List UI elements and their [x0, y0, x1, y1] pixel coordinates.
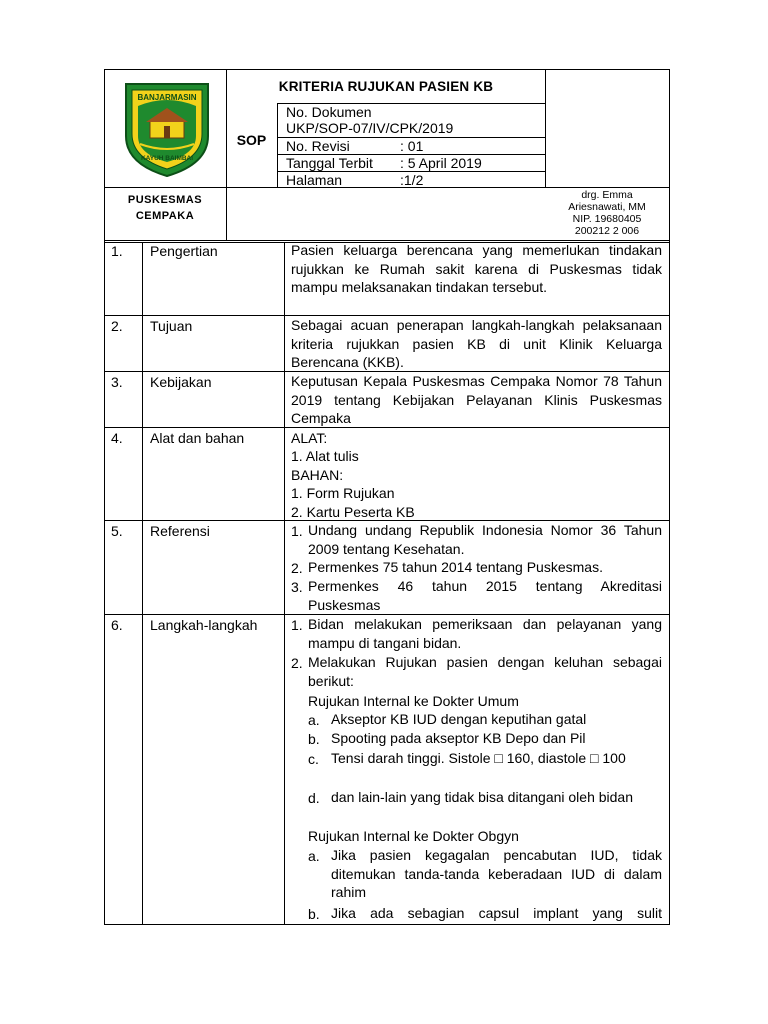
row-text: Pasien keluarga berencana yang memerlukan tindakan rujukkan ke Rumah sakit karena di Puskesmas tidak mampu melaksanakan tindakan tersebut.: [291, 242, 662, 295]
org-line2: CEMPAKA: [135, 210, 195, 222]
list-number: 1.: [291, 617, 303, 633]
list-item: Jika ada sebagian capsul implant yang sulit: [331, 905, 662, 921]
signer-line4: 200212 2 006: [574, 225, 640, 237]
issue-date-value: : 5 April 2019: [400, 155, 482, 171]
list-letter: b.: [308, 906, 320, 922]
list-number: 1.: [291, 523, 303, 539]
city-seal-icon: [118, 76, 216, 178]
revision-value: : 01: [400, 138, 424, 154]
list-item: Undang undang Republik Indonesia Nomor 36 Tahun 2009 tentang Kesehatan.: [308, 522, 662, 557]
list-letter: b.: [308, 731, 320, 747]
row-label: Langkah-langkah: [150, 617, 258, 633]
list-item: 2. Kartu Peserta KB: [291, 504, 415, 520]
list-letter: c.: [308, 751, 319, 767]
row-text: Sebagai acuan penerapan langkah-langkah pelaksanaan kriteria rujukkan pasien KB di unit Klinik Keluarga Berencana (KKB).: [291, 317, 662, 370]
doc-no-value: UKP/SOP-07/IV/CPK/2019: [286, 120, 454, 136]
page-value: :1/2: [400, 172, 424, 188]
list-item: Akseptor KB IUD dengan keputihan gatal: [331, 711, 587, 727]
list-number: 3.: [291, 579, 303, 595]
row-number: 3.: [111, 374, 123, 390]
list-number: 2.: [291, 560, 303, 576]
list-number: 2.: [291, 655, 303, 671]
list-item: 1. Form Rujukan: [291, 485, 395, 501]
doc-no-label: No. Dokumen: [286, 104, 372, 120]
row-number: 6.: [111, 617, 123, 633]
list-item: Permenkes 75 tahun 2014 tentang Puskesmas.: [308, 559, 603, 575]
signer-line3: NIP. 19680405: [572, 213, 642, 225]
row-label: Pengertian: [150, 243, 218, 259]
list-item: Melakukan Rujukan pasien dengan keluhan sebagai berikut:: [308, 654, 662, 689]
issue-date-label: Tanggal Terbit: [286, 155, 373, 171]
list-letter: a.: [308, 848, 320, 864]
row-number: 5.: [111, 523, 123, 539]
sop-label: SOP: [236, 132, 267, 148]
list-item: Jika pasien kegagalan pencabutan IUD, tidak ditemukan tanda-tanda keberadaan IUD di dalam rahim: [331, 847, 662, 900]
row-label: Tujuan: [150, 318, 193, 334]
subsection-title: Rujukan Internal ke Dokter Umum: [308, 693, 519, 709]
row-number: 2.: [111, 318, 123, 334]
row-label: Kebijakan: [150, 374, 212, 390]
list-item: dan lain-lain yang tidak bisa ditangani oleh bidan: [331, 789, 633, 805]
logo-top-text: BANJARMASIN: [137, 93, 197, 102]
list-item: ALAT:: [291, 430, 328, 446]
page-label: Halaman: [286, 172, 343, 188]
document-title: KRITERIA RUJUKAN PASIEN KB: [278, 79, 494, 94]
row-label: Referensi: [150, 523, 210, 539]
row-number: 1.: [111, 243, 123, 259]
list-letter: d.: [308, 790, 320, 806]
list-item: Bidan melakukan pemeriksaan dan pelayanan yang mampu di tangani bidan.: [308, 616, 662, 651]
signer-line2: Ariesnawati, MM: [568, 201, 646, 213]
row-number: 4.: [111, 430, 123, 446]
list-letter: a.: [308, 712, 320, 728]
list-item: Spooting pada akseptor KB Depo dan Pil: [331, 730, 586, 746]
signer-line1: drg. Emma: [581, 189, 633, 201]
subsection-title: Rujukan Internal ke Dokter Obgyn: [308, 828, 519, 844]
logo-bottom-text: KAYUH BAIMBAI: [140, 155, 194, 162]
revision-label: No. Revisi: [286, 138, 350, 154]
list-item: 1. Alat tulis: [291, 448, 359, 464]
org-line1: PUSKESMAS: [127, 194, 203, 206]
list-item: Tensi darah tinggi. Sistole □ 160, diastole □ 100: [331, 750, 626, 766]
list-item: BAHAN:: [291, 467, 344, 483]
row-text: Keputusan Kepala Puskesmas Cempaka Nomor 78 Tahun 2019 tentang Kebijakan Pelayanan Klinis Puskesmas Cempaka: [291, 373, 662, 426]
list-item: Permenkes 46 tahun 2015 tentang Akreditasi Puskesmas: [308, 578, 662, 613]
row-label: Alat dan bahan: [150, 430, 245, 446]
